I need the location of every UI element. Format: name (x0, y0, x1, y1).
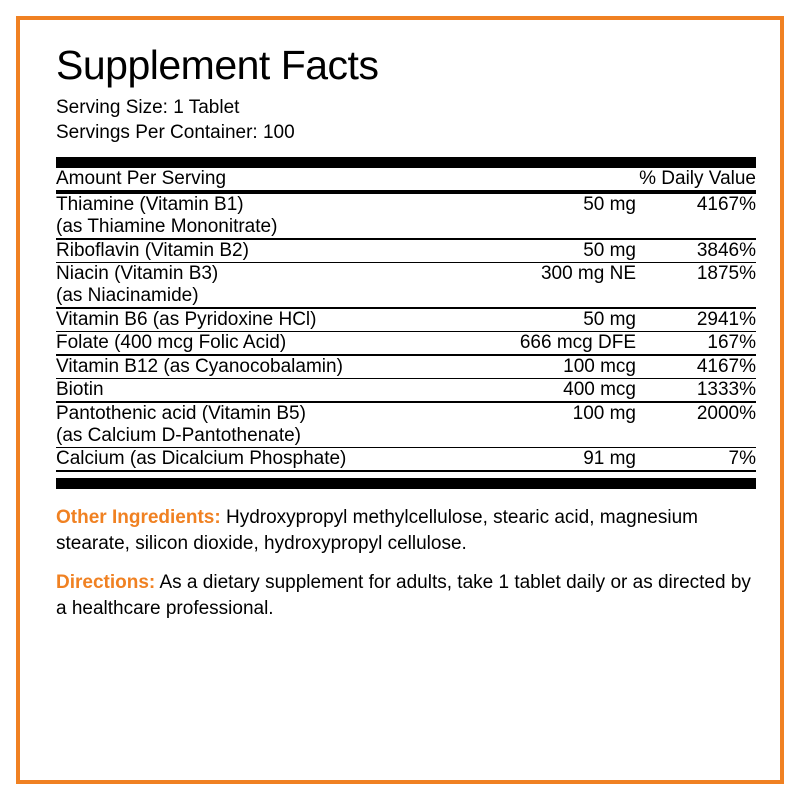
nutrient-amount: 100 mcg (563, 355, 636, 377)
nutrient-source: (as Thiamine Mononitrate) (56, 216, 278, 238)
table-row (56, 356, 756, 378)
nutrient-rows (56, 240, 756, 262)
nutrient-dv: 7% (728, 448, 756, 470)
nutrient-name: Thiamine (Vitamin B1) (56, 194, 244, 216)
table-top-rule (56, 157, 756, 168)
table-row (56, 332, 756, 354)
nutrient-amount: 300 mg NE (540, 263, 636, 285)
nutrient-dv: 2000% (696, 402, 756, 424)
table-row (56, 240, 756, 262)
amount-header-spacer (446, 168, 636, 190)
nutrient-name: Niacin (Vitamin B3) (56, 263, 219, 285)
panel-content (42, 34, 758, 636)
nutrient-name: Pantothenic acid (Vitamin B5) (56, 402, 306, 424)
table-row (56, 263, 756, 307)
nutrient-rows (56, 263, 756, 307)
other-ingredients-label: Other Ingredients: (56, 506, 221, 528)
nutrient-amount: 50 mg (583, 308, 636, 330)
nutrient-source: (as Calcium D-Pantothenate) (56, 424, 301, 446)
table-row (56, 448, 756, 470)
footer-notes (56, 505, 752, 622)
nutrient-dv: 1875% (696, 263, 756, 285)
nutrient-dv: 4167% (696, 355, 756, 377)
directions (56, 570, 752, 622)
table-header-row (56, 168, 756, 190)
table-row (56, 309, 756, 331)
nutrient-rows (56, 332, 756, 354)
nutrient-name: Folate (400 mcg Folic Acid) (56, 332, 287, 354)
serving-size: Serving Size: 1 Tablet (56, 97, 240, 119)
table-row (56, 194, 756, 238)
nutrient-amount: 50 mg (583, 194, 636, 216)
supplement-facts-panel (16, 16, 784, 784)
nutrient-rows (56, 403, 756, 447)
page-title: Supplement Facts (56, 42, 379, 88)
daily-value-header: % Daily Value (639, 168, 756, 190)
nutrient-rows (56, 356, 756, 378)
nutrient-table (56, 168, 756, 190)
table-bottom-rule (56, 478, 756, 489)
nutrient-dv: 3846% (696, 239, 756, 261)
nutrient-rows (56, 309, 756, 331)
nutrient-amount: 50 mg (583, 239, 636, 261)
directions-label: Directions: (56, 572, 156, 594)
table-row (56, 403, 756, 447)
row-divider (56, 470, 756, 472)
nutrient-name: Vitamin B12 (as Cyanocobalamin) (56, 355, 343, 377)
nutrition-table (56, 157, 756, 489)
nutrient-amount: 400 mcg (563, 379, 636, 401)
amount-per-serving-header: Amount Per Serving (56, 168, 227, 190)
nutrient-rows (56, 194, 756, 238)
directions-text: As a dietary supplement for adults, take 1 tablet daily or as directed by a healthcare professional. (56, 572, 751, 620)
nutrient-rows (56, 379, 756, 401)
nutrient-dv: 167% (707, 332, 756, 354)
serving-info (56, 95, 758, 145)
nutrient-amount: 100 mg (572, 402, 636, 424)
nutrient-amount: 666 mcg DFE (519, 332, 636, 354)
nutrient-dv: 1333% (696, 379, 756, 401)
nutrient-rows (56, 448, 756, 470)
nutrient-dv: 4167% (696, 194, 756, 216)
nutrient-dv: 2941% (696, 308, 756, 330)
servings-per-container: Servings Per Container: 100 (56, 122, 295, 144)
nutrient-name: Vitamin B6 (as Pyridoxine HCl) (56, 308, 317, 330)
table-row (56, 379, 756, 401)
other-ingredients (56, 505, 752, 557)
nutrient-name: Calcium (as Dicalcium Phosphate) (56, 448, 347, 470)
other-ingredients-text: Hydroxypropyl methylcellulose, stearic acid, magnesium stearate, silicon dioxide, hydroxypropyl cellulose. (56, 506, 698, 554)
nutrient-amount: 91 mg (583, 448, 636, 470)
nutrient-name: Riboflavin (Vitamin B2) (56, 239, 249, 261)
nutrient-name: Biotin (56, 379, 104, 401)
nutrient-source: (as Niacinamide) (56, 285, 199, 307)
